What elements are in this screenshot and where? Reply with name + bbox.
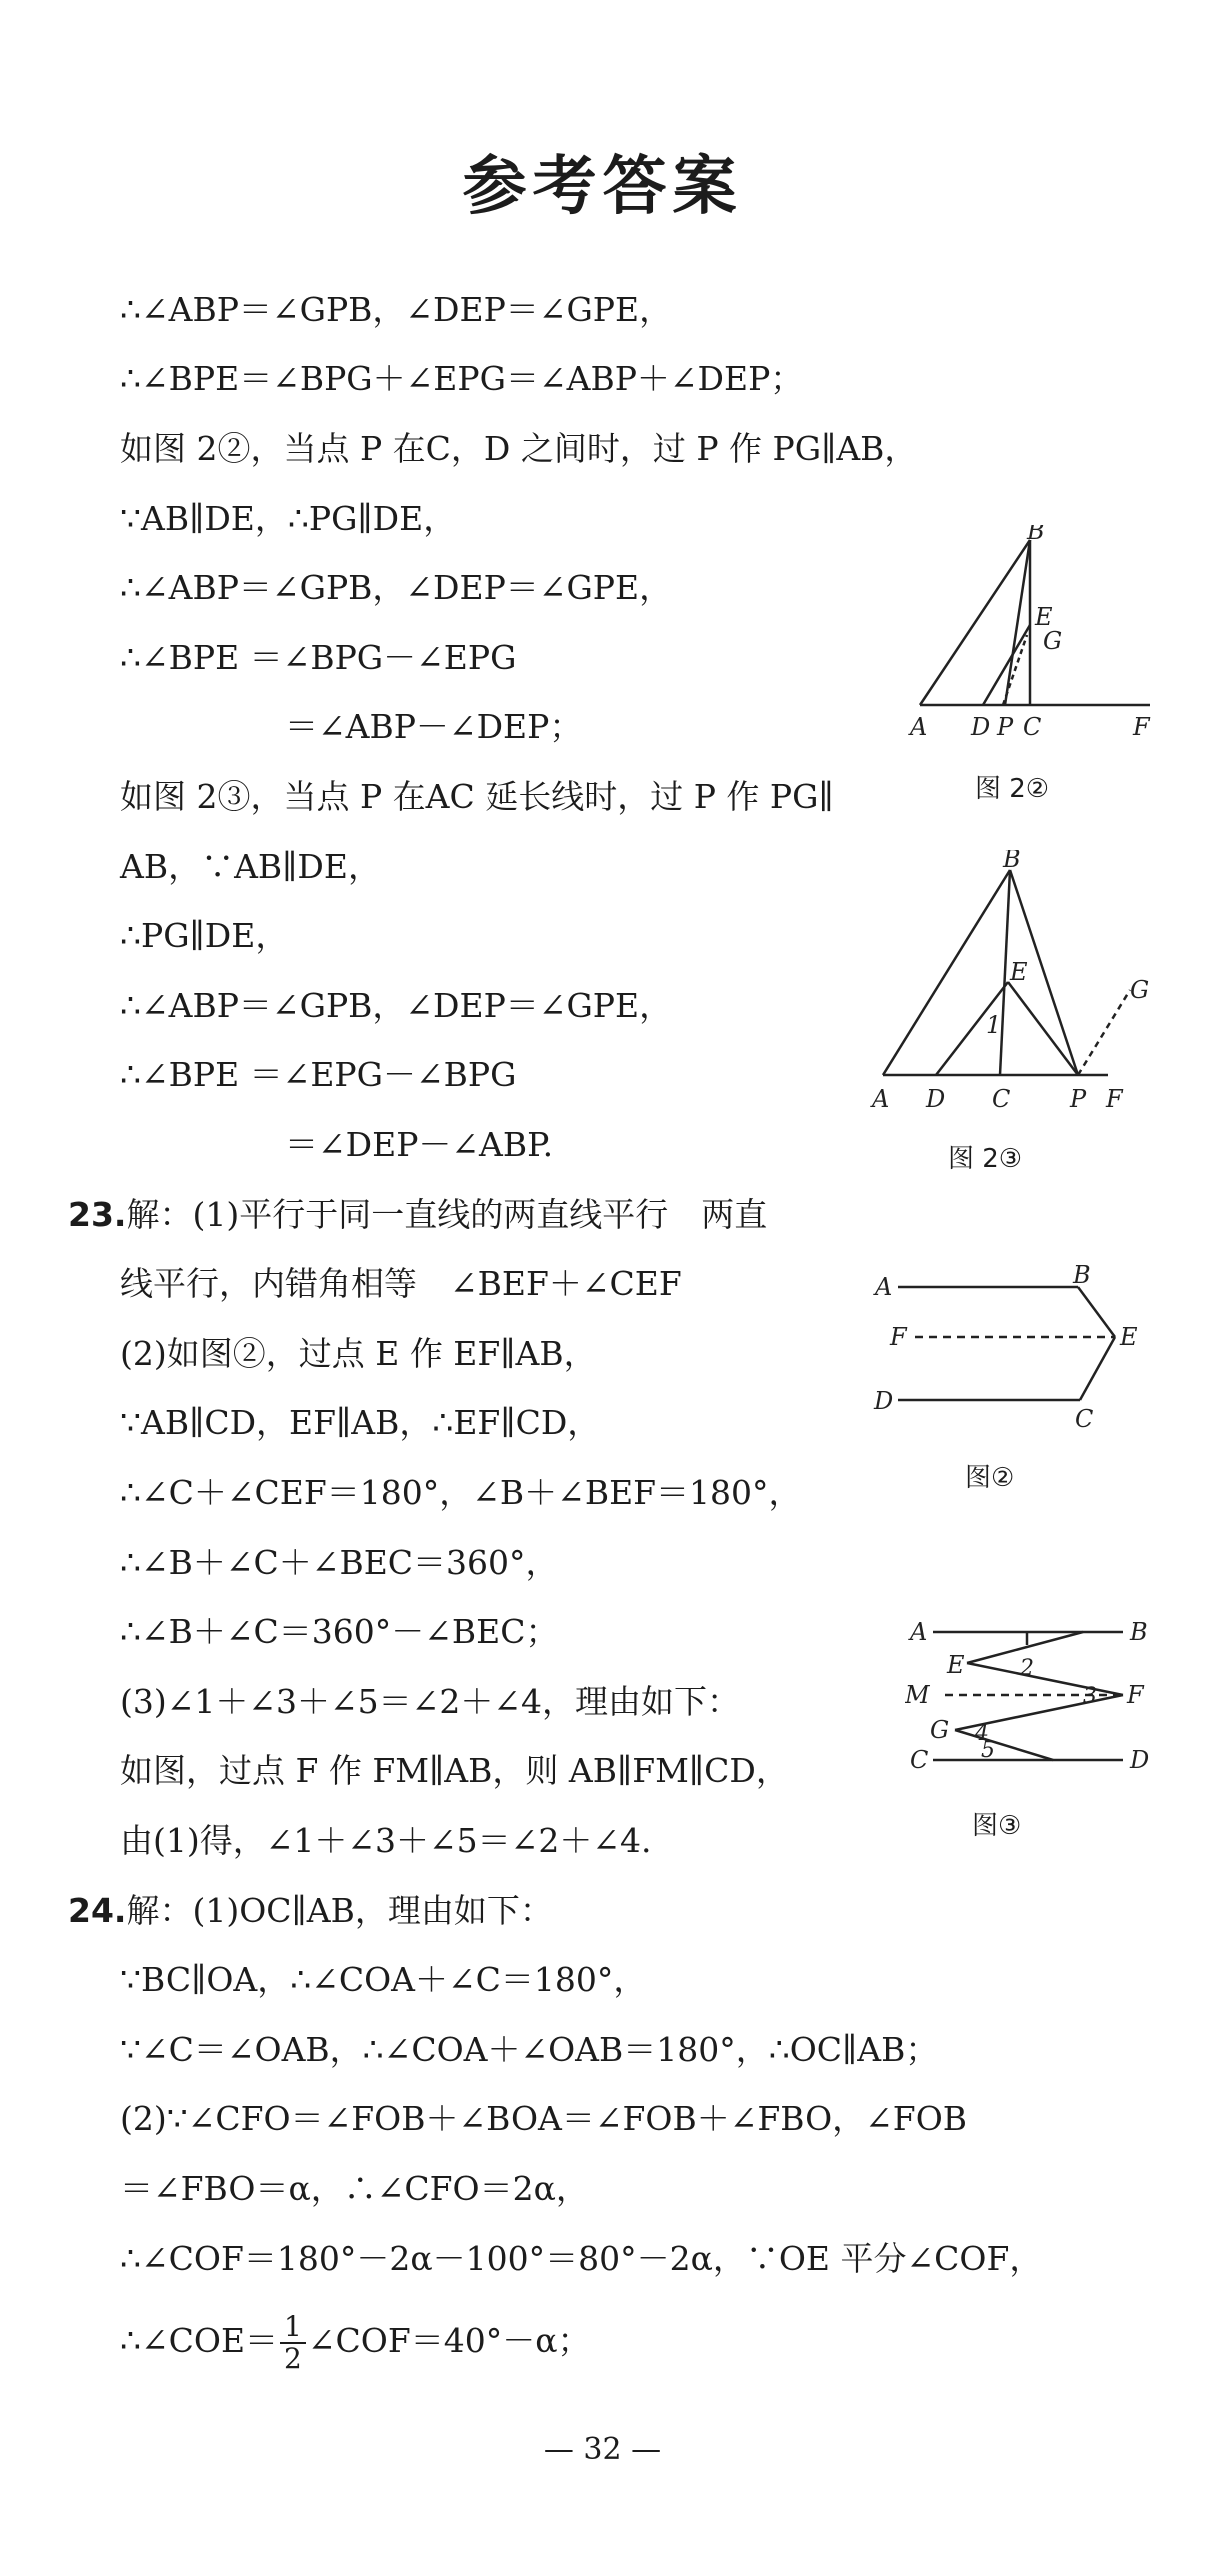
text-line: 如图 2③，当点 P 在AC 延长线时，过 P 作 PG∥	[120, 777, 834, 816]
label-B: B	[1003, 850, 1021, 873]
label-E: E	[1010, 958, 1028, 986]
label-A: A	[875, 1273, 893, 1301]
label-D: D	[874, 1387, 894, 1415]
angle-label-1: 1	[986, 1011, 1002, 1039]
label-M: M	[905, 1681, 930, 1709]
label-E: E	[1035, 603, 1053, 631]
text-line: (2)∵∠CFO＝∠FOB＋∠BOA＝∠FOB＋∠FBO，∠FOB	[120, 2099, 968, 2138]
text-line: ∴∠ABP＝∠GPB，∠DEP＝∠GPE，	[120, 568, 673, 607]
figure-2-diagram	[870, 1265, 1155, 1435]
label-D: D	[926, 1085, 946, 1113]
label-F: F	[890, 1323, 907, 1351]
label-E: E	[1120, 1323, 1138, 1351]
angle-label-5: 5	[981, 1738, 995, 1763]
text-line: ∴∠B＋∠C＝360°－∠BEC；	[120, 1612, 559, 1651]
label-G: G	[930, 1716, 950, 1744]
fraction-numerator: 1	[280, 2312, 306, 2344]
label-C: C	[992, 1085, 1011, 1113]
equation-line	[120, 2312, 591, 2374]
label-E: E	[947, 1651, 965, 1679]
label-D: D	[1130, 1746, 1150, 1774]
label-P: P	[997, 713, 1014, 740]
text-line: ∴∠ABP＝∠GPB，∠DEP＝∠GPE，	[120, 986, 673, 1025]
text-line: 解：(1)OC∥AB，理由如下：	[126, 1891, 553, 1930]
label-G: G	[1043, 627, 1063, 655]
label-B: B	[1073, 1265, 1091, 1289]
text-line: (3)∠1＋∠3＋∠5＝∠2＋∠4，理由如下：	[120, 1682, 740, 1721]
label-D: D	[971, 713, 991, 740]
question-number: 24.	[68, 1891, 127, 1930]
label-A: A	[872, 1085, 890, 1113]
text-line: ∴∠BPE ＝∠BPG－∠EPG	[120, 638, 517, 677]
label-F: F	[1127, 1681, 1144, 1709]
label-P: P	[1070, 1085, 1087, 1113]
figure-3-diagram	[905, 1605, 1155, 1785]
figure-caption: 图 2③	[948, 1144, 1023, 1174]
text-line: 如图 2②，当点 P 在C，D 之间时，过 P 作 PG∥AB，	[120, 429, 918, 468]
text-line: ∴PG∥DE，	[120, 916, 289, 955]
figure-caption: 图③	[972, 1811, 1022, 1841]
text-line: 如图，过点 F 作 FM∥AB，则 AB∥FM∥CD，	[120, 1751, 789, 1790]
equation-part: ∴∠COE＝	[120, 2321, 279, 2360]
text-line: (2)如图②，过点 E 作 EF∥AB，	[120, 1334, 597, 1373]
equation-part: ∠COF＝40°－α；	[307, 2321, 591, 2360]
figure-2-3-diagram	[868, 850, 1153, 1115]
text-line: ∴∠C＋∠CEF＝180°，∠B＋∠BEF＝180°，	[120, 1473, 802, 1512]
text-line: ∵AB∥DE，∴PG∥DE，	[120, 499, 457, 538]
label-A: A	[910, 1618, 928, 1646]
fraction	[280, 2312, 306, 2374]
label-C: C	[1075, 1405, 1094, 1433]
text-line: ＝∠ABP－∠DEP；	[285, 707, 583, 746]
text-line: ∴∠BPE＝∠BPG＋∠EPG＝∠ABP＋∠DEP；	[120, 359, 804, 398]
label-C: C	[1023, 713, 1042, 740]
figure-caption: 图②	[965, 1463, 1015, 1493]
text-line: ∴∠B＋∠C＋∠BEC＝360°，	[120, 1543, 559, 1582]
question-number: 23.	[68, 1195, 127, 1234]
text-line: ∵BC∥OA，∴∠COA＋∠C＝180°，	[120, 1960, 647, 1999]
label-F: F	[1106, 1085, 1123, 1113]
text-line: ∵∠C＝∠OAB，∴∠COA＋∠OAB＝180°，∴OC∥AB；	[120, 2030, 939, 2069]
text-line: 线平行，内错角相等 ∠BEF＋∠CEF	[120, 1264, 682, 1303]
label-C: C	[910, 1746, 929, 1774]
figure-caption: 图 2②	[975, 774, 1050, 804]
angle-label-4: 4	[975, 1721, 989, 1746]
text-line: ∴∠BPE ＝∠EPG－∠BPG	[120, 1055, 517, 1094]
angle-label-2: 2	[1020, 1656, 1034, 1681]
figure-2-2-diagram	[905, 525, 1155, 740]
text-line: ∴∠COF＝180°－2α－100°＝80°－2α，∵OE 平分∠COF，	[120, 2239, 1043, 2278]
label-B: B	[1130, 1618, 1148, 1646]
text-line: 解：(1)平行于同一直线的两直线平行 两直	[126, 1195, 768, 1234]
figure-3	[905, 1605, 1155, 1789]
label-A: A	[910, 713, 928, 740]
fraction-denominator: 2	[284, 2342, 302, 2375]
figure-2-3	[868, 850, 1153, 1119]
page-title: 参考答案	[462, 150, 743, 224]
question-23	[68, 1193, 767, 1237]
text-line: ＝∠FBO＝α，∴∠CFO＝2α，	[120, 2169, 589, 2208]
text-line: ＝∠DEP－∠ABP.	[285, 1125, 554, 1164]
text-line: AB，∵AB∥DE，	[120, 847, 381, 886]
figure-2-2	[905, 525, 1155, 744]
angle-label-3: 3	[1083, 1684, 1097, 1709]
page-number: — 32 —	[543, 2432, 662, 2467]
label-G: G	[1130, 976, 1150, 1004]
label-B: B	[1027, 525, 1045, 545]
figure-2	[870, 1265, 1155, 1439]
question-24	[68, 1889, 553, 1933]
text-line: ∵AB∥CD，EF∥AB，∴EF∥CD，	[120, 1403, 601, 1442]
label-F: F	[1133, 713, 1150, 740]
text-line: 由(1)得，∠1＋∠3＋∠5＝∠2＋∠4.	[120, 1821, 652, 1860]
text-line: ∴∠ABP＝∠GPB，∠DEP＝∠GPE，	[120, 290, 673, 329]
